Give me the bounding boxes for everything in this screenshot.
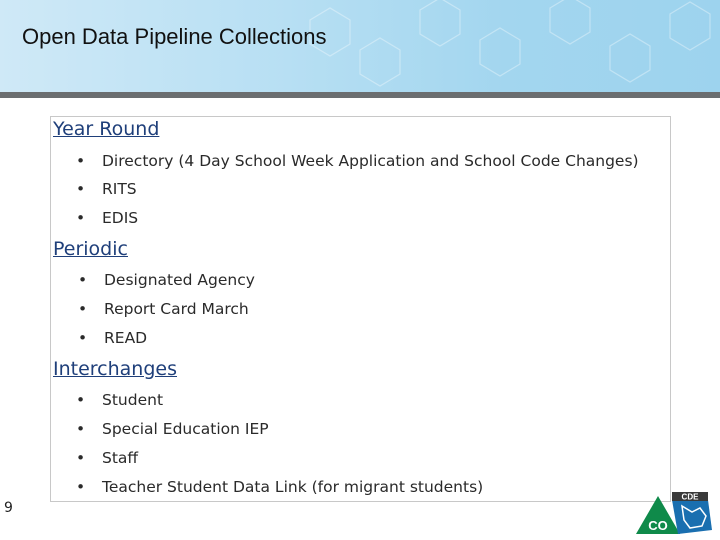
section-heading-interchanges: Interchanges (53, 358, 178, 380)
list-item: • Designated Agency (78, 271, 255, 289)
list-item: • Student (76, 391, 164, 409)
section-heading-periodic: Periodic (53, 238, 128, 260)
svg-text:CDE: CDE (681, 492, 699, 502)
list-item: • Directory (4 Day School Week Application and School Code Changes) (76, 152, 639, 170)
list-item: • Teacher Student Data Link (for migrant students) (76, 478, 484, 496)
slide-number: 9 (4, 500, 13, 516)
list-item: • EDIS (76, 209, 139, 227)
list-item: • RITS (76, 180, 137, 198)
hexagon-pattern-decoration (300, 0, 720, 92)
header-divider (0, 92, 720, 98)
header-banner (0, 0, 720, 92)
svg-text:CO: CO (648, 518, 668, 533)
list-item: • Staff (76, 449, 139, 467)
slide-title: Open Data Pipeline Collections (22, 24, 327, 49)
list-item: • Report Card March (78, 300, 249, 318)
list-item: • Special Education IEP (76, 420, 269, 438)
list-item: • READ (78, 329, 148, 347)
cde-logo (632, 490, 714, 536)
section-heading-year-round: Year Round (53, 118, 160, 140)
